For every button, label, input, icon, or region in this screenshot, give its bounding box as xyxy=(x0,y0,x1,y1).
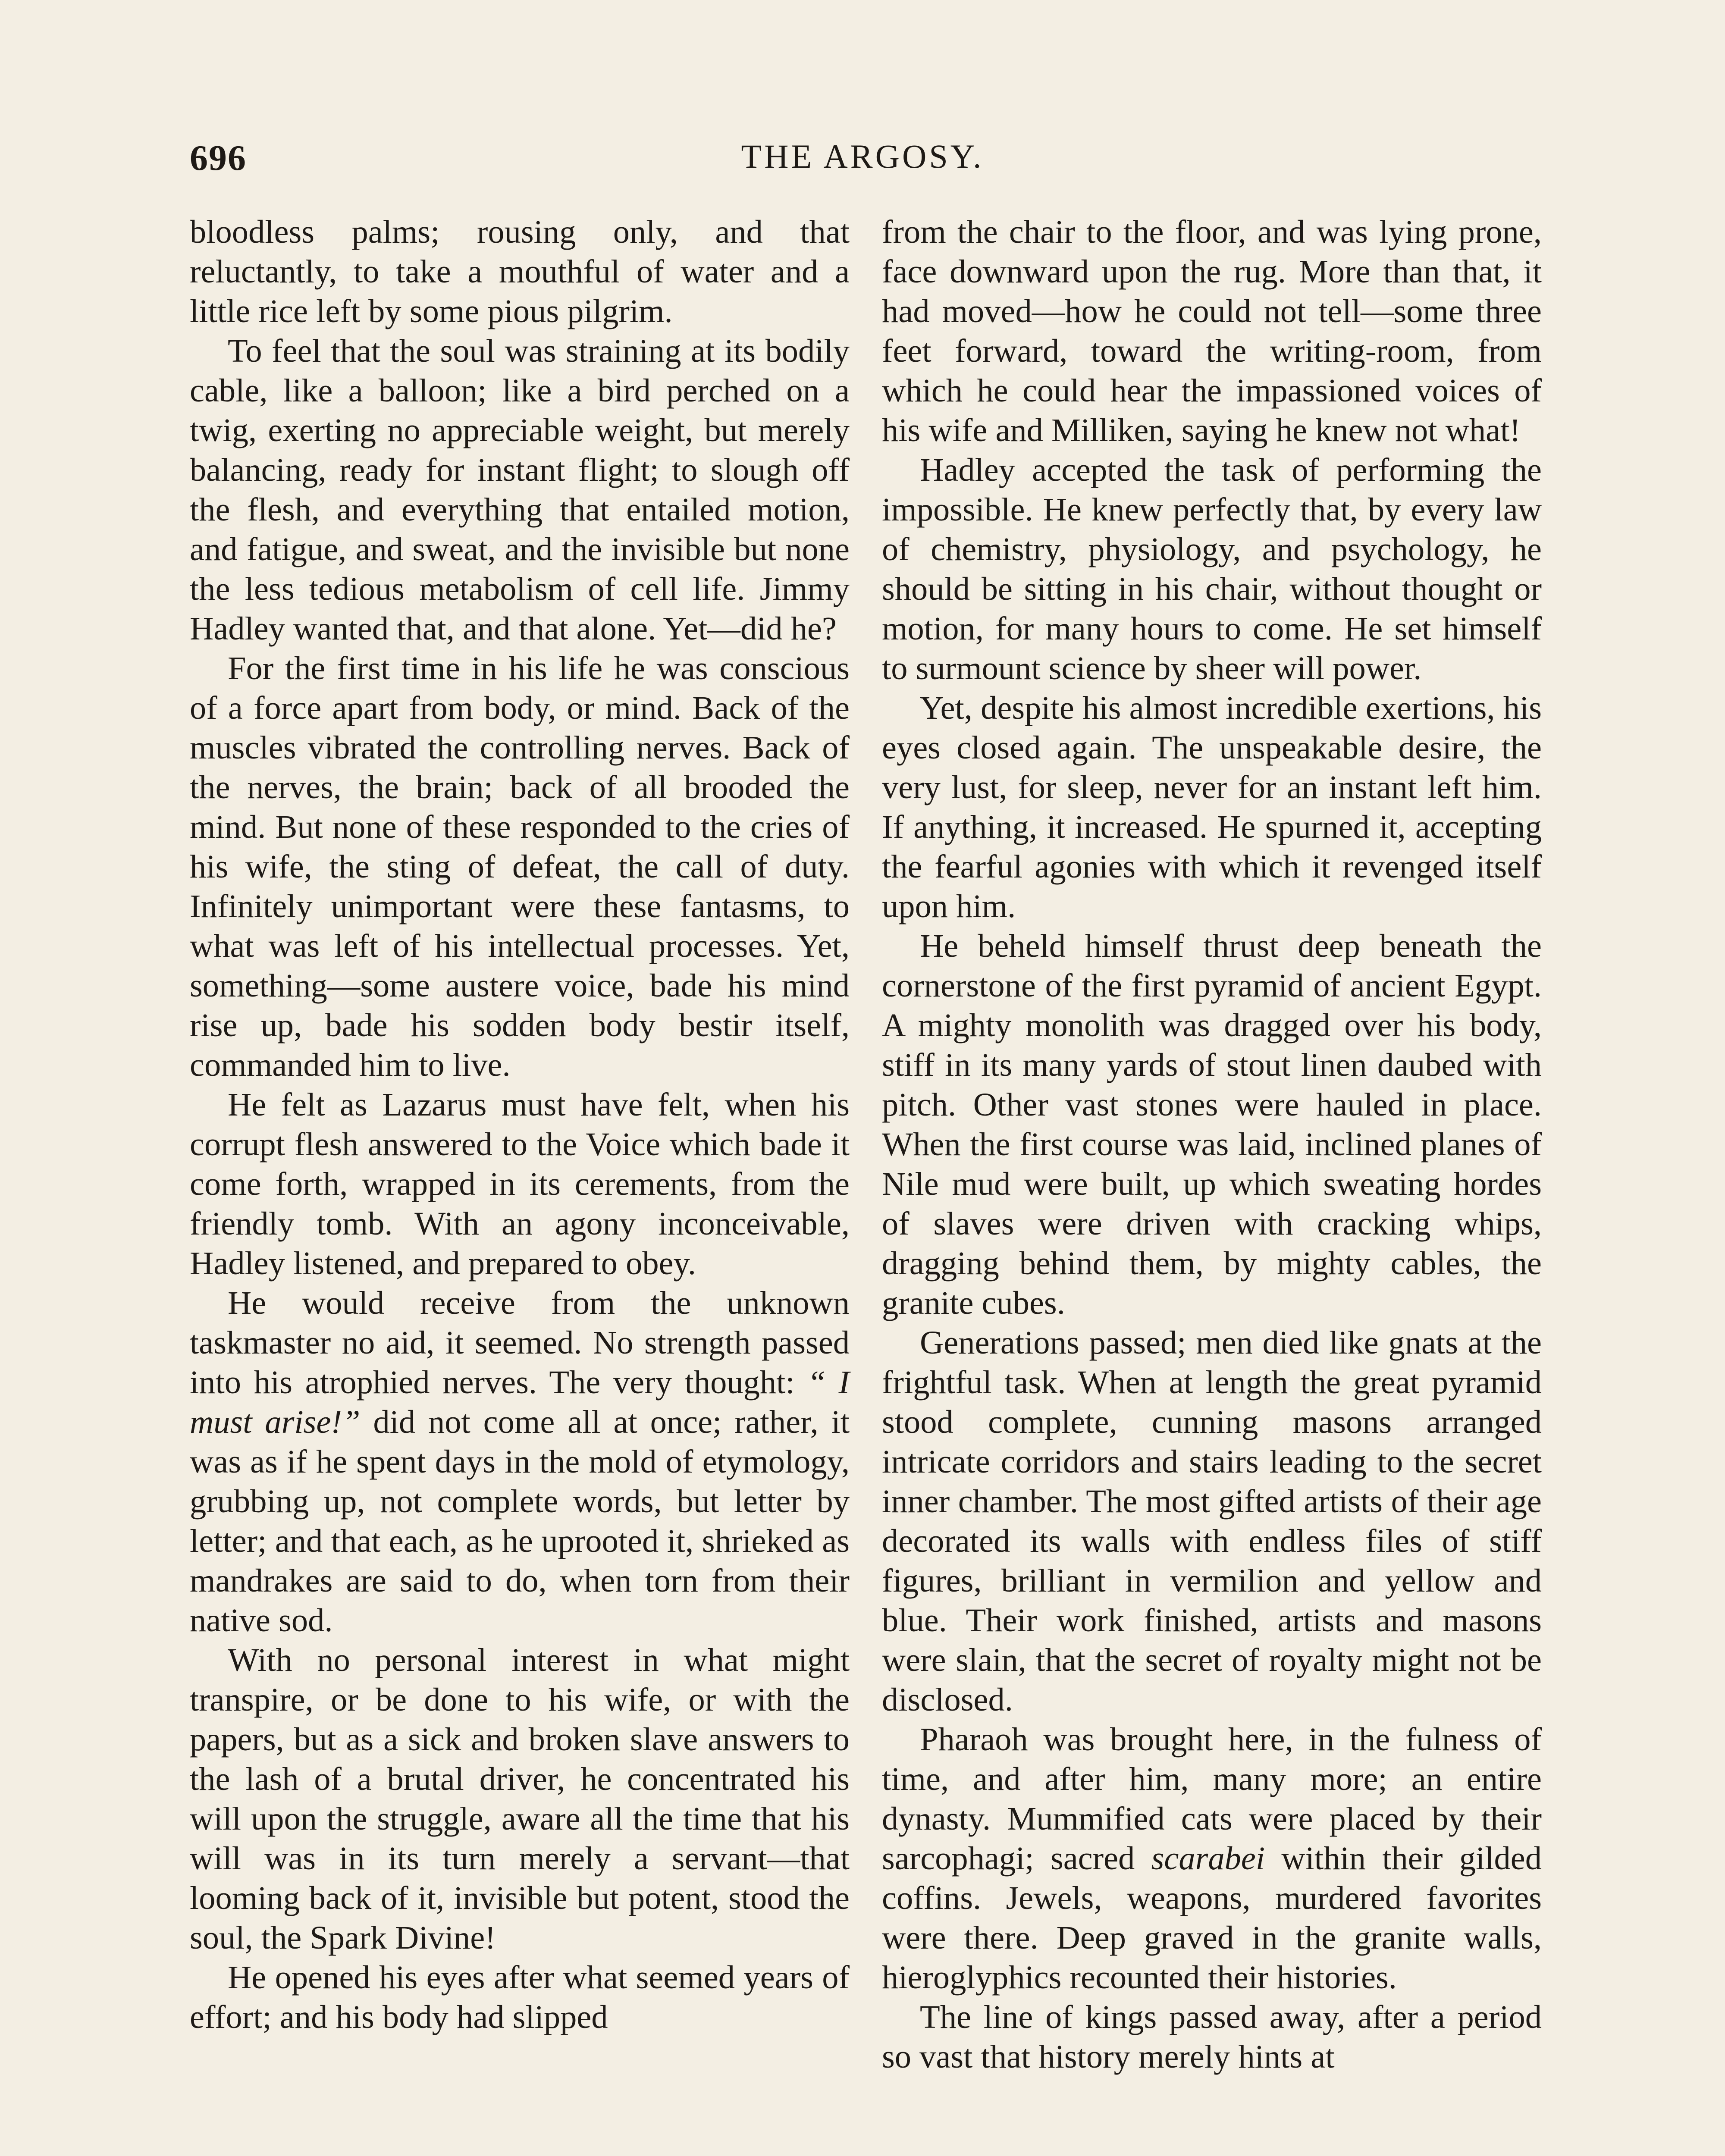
paragraph: bloodless palms; rousing only, and that reluctantly, to take a mouthful of water and a little rice left by some pious pilgrim. xyxy=(190,213,850,329)
paragraph: He beheld himself thrust deep beneath the cornerstone of the first pyramid of ancient Egypt. A mighty monolith was dragged over his body, stiff in its many yards of stout linen daubed with pitch. Other vast stones were hauled in place. When the first course was laid, inclined planes of Nile mud were built, up which sweating hordes of slaves were driven with cracking whips, dragging behind them, by mighty cables, the granite cubes. xyxy=(882,928,1542,1321)
paragraph: The line of kings passed away, after a period so vast that history merely hints at xyxy=(882,1999,1542,2075)
italic-word: scarabei xyxy=(1151,1840,1265,1877)
paragraph: He felt as Lazarus must have felt, when his corrupt flesh answered to the Voice which bade it come forth, wrapped in its cerements, from the friendly tomb. With an agony inconceivable, Hadley listened, and prepared to obey. xyxy=(190,1086,850,1282)
text-run: within their gilded coffins. Jewels, weapons, murdered favorites were there. Deep graved in the granite walls, hieroglyphics recounted their histories. xyxy=(882,1840,1542,1996)
paragraph: from the chair to the floor, and was lying prone, face downward upon the rug. More than that, it had moved—how he could not tell—some three feet forward, toward the writing-room, from which he could hear the impassioned voices of his wife and Milliken, saying he knew not what! xyxy=(882,213,1542,448)
paragraph xyxy=(190,1283,850,1640)
paragraph: For the first time in his life he was conscious of a force apart from body, or mind. Back of the muscles vibrated the controlling nerves. Back of the nerves, the brain; back of all brooded the mind. But none of these responded to the cries of his wife, the sting of defeat, the call of duty. Infinitely unimportant were these fantasms, to what was left of his intellectual processes. Yet, something—some austere voice, bade his mind rise up, bade his sodden body bestir itself, commanded him to live. xyxy=(190,650,850,1083)
text-run: Pharaoh was brought here, in the fulness of time, and after him, many more; an entire dynasty. Mummified cats were placed by their sarcophagi; sacred xyxy=(882,1721,1542,1877)
running-head-title: THE ARGOSY. xyxy=(741,138,984,175)
paragraph: Hadley accepted the task of performing the impossible. He knew perfectly that, by every law of chemistry, physiology, and psychology, he should be sitting in his chair, without thought or motion, for many hours to come. He set himself to surmount science by sheer will power. xyxy=(882,451,1542,686)
left-column xyxy=(190,212,850,2037)
text-run: did not come all at once; rather, it was as if he spent days in the mold of etymology, grubbing up, not complete words, but letter by letter; and that each, as he uprooted it, shrieked as mandrakes are said to do, when torn from their native sod. xyxy=(190,1404,850,1639)
page-header xyxy=(190,137,1535,185)
right-column xyxy=(882,212,1542,2077)
paragraph: To feel that the soul was straining at its bodily cable, like a balloon; like a bird perched on a twig, exerting no appreciable weight, but merely balancing, ready for instant flight; to slough off the flesh, and everything that entailed motion, and fatigue, and sweat, and the invisible but none the less tedious metabolism of cell life. Jimmy Hadley wanted that, and that alone. Yet—did he? xyxy=(190,332,850,647)
page-number: 696 xyxy=(190,138,247,178)
text-run: He would receive from the unknown taskmaster no aid, it seemed. No strength passed into his atrophied nerves. The very thought: xyxy=(190,1285,850,1401)
paragraph: Yet, despite his almost incredible exertions, his eyes closed again. The unspeakable desire, the very lust, for sleep, never for an instant left him. If anything, it increased. He spurned it, accepting the fearful agonies with which it revenged itself upon him. xyxy=(882,689,1542,924)
paragraph: He opened his eyes after what seemed years of effort; and his body had slipped xyxy=(190,1959,850,2035)
italic-quote: “ I must arise!” xyxy=(190,1364,850,1440)
paragraph xyxy=(882,1720,1542,1997)
paragraph: With no personal interest in what might transpire, or be done to his wife, or with the papers, but as a sick and broken slave answers to the lash of a brutal driver, he concentrated his will upon the struggle, aware all the time that his will was in its turn merely a servant—that looming back of it, invisible but potent, stood the soul, the Spark Divine! xyxy=(190,1642,850,1956)
paragraph: Generations passed; men died like gnats at the frightful task. When at length the great pyramid stood complete, cunning masons arranged intricate corridors and stairs leading to the secret inner chamber. The most gifted artists of their age decorated its walls with endless files of stiff figures, brilliant in vermilion and yellow and blue. Their work finished, artists and masons were slain, that the secret of royalty might not be disclosed. xyxy=(882,1324,1542,1718)
